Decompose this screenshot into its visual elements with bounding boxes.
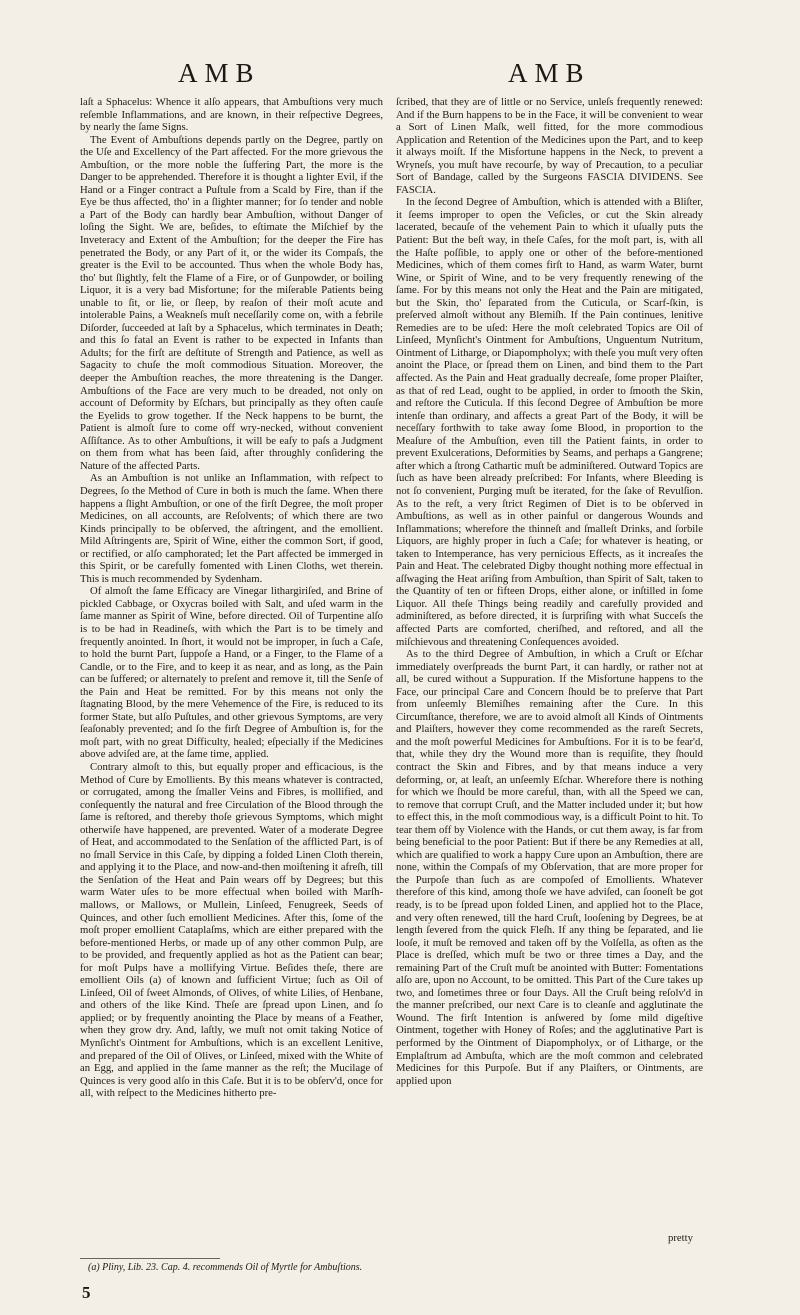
- paragraph: Of almoſt the ſame Efficacy are Vinegar lithargiriſed, and Brine of pickled Cabbage, or Oxycras boiled with Salt, and uſed warm in the ſame manner as Spirit of Wine, before directed. Oil of Turpentine alſo is to be had in Readineſs, with which the Part is to be timely and frequently anointed. In ſhort, it would not be improper, in ſuch a Caſe, to hold the burnt Part, ſuppoſe a Hand, or a Finger, to the Flame of a Candle, or to the Fire, and to keep it as near, and as long, as the Pain can be ſuffered; or alternately to preſent and remove it, till the Senſe of the Pain and Heat be remitted. For by this means not only the ſtagnating Blood, by the mere Vehemence of the Fire, is reduced to its former State, but alſo Puſtules, and other grievous Symptoms, are very ſeaſonably prevented; and ſo the firſt Degree of Ambuſtion is, for the moſt part, with no great Difficulty, healed; eſpecially if the Medicines above adviſed are, at the ſame time, applied.: [80, 585, 383, 761]
- running-head-right: AMB: [508, 58, 591, 88]
- paragraph: ſcribed, that they are of little or no Service, unleſs frequently renewed: And if the Burn happens to be in the Face, it will be convenient to wear a Sort of Linen Maſk, well fitted, for the more commodious Application and Retention of the Medicines upon the Part, and to keep it always moiſt. If the Misfortune happens in the Neck, to prevent a Wryneſs, you muſt have recourſe, by way of Precaution, to a peculiar Sort of Bandage, called by the Surgeons FASCIA DIVIDENS. See FASCIA.: [396, 96, 703, 196]
- running-head-left: AMB: [178, 58, 261, 88]
- paragraph: The Event of Ambuſtions depends partly on the Degree, partly on the Uſe and Excellency of the Part affected. For the more grievous the Ambuſtion, or the more noble the ſuffering Part, the more is the Danger to be apprehended. Therefore it is thought a lighter Evil, if the Hand or a Finger contract a Puſtule from a Scald by Fire, than if the Eye be thus affected, tho' in a ſlighter manner; for ſo tender and noble a Part of the Body can hardly bear Ambuſtion, without Danger of loſing the Sight. We are, beſides, to eſtimate the Miſchief by the Inveteracy and Extent of the Ambuſtion; for the deeper the Fire has penetrated the Body, or any Part of it, or the wider its Compaſs, the greater is the Evil to be accounted. Thus when the whole Body has, tho' but ſlightly, felt the Flame of a Fire, or of Gunpowder, or boiling Liquor, it is a very bad Misfortune; for the miſerable Patients being unable to ſit, or lie, or ſleep, by reaſon of their moſt acute and intolerable Pains, a Weakneſs muſt neceſſarily come on, with a febrile Diſorder, ſucceeded at laſt by a Sphacelus, which terminates in Death; and this ſo fatal an Event is rather to be expected in Infants than Adults; for the firſt are deſtitute of Strength and Patience, as well as Sagacity to chuſe the moſt commodious Situation. Moreover, the deeper the Ambuſtion reaches, the more threatening is the Danger. Ambuſtions of the Face are very much to be dreaded, not only on account of Deformity by Eſchars, but principally as they often cauſe the Eyelids to grow together. If the Neck happens to be burnt, the Patient is almoſt ſure to come off wry-necked, without convenient Aſſiſtance. As to other Ambuſtions, it will be eaſy to paſs a Judgment on them from what has been ſaid, after throughly conſidering the Nature of the affected Parts.: [80, 133, 383, 472]
- paragraph: Contrary almoſt to this, but equally proper and efficacious, is the Method of Cure by Emollients. By this means whatever is contracted, or corrugated, among the ſmaller Veins and Fibres, is mollified, and conſequently the natural and free Circulation of the Blood through the ſame is reſtored, and thereby thoſe grievous Symptoms, which might otherwiſe have happened, are prevented. Water of a moderate Degree of Heat, and accommodated to the Senſation of the afflicted Part, is of no ſmall Service in this Caſe, by dipping a folded Linen Cloth therein, and applying it to the Place, and now-and-then moiſtening it afreſh, till the Senſation of the Heat and Pain wears off by Degrees; but this warm Water uſes to be more effectual when boiled with Marſh-mallows, or Mallows, or Mullein, Linſeed, Fenugreek, Seeds of Quinces, and other ſuch emollient Medicines. After this, ſome of the moſt proper emollient Cataplaſms, which are either prepared with the before-mentioned Herbs, or made up of any other common Pulp, are to be provided, and frequently applied as hot as the Patient can bear; for moſt Pulps have a mollifying Virtue. Beſides theſe, there are emollient Oils (a) of known and ſufficient Virtue; ſuch as Oil of Linſeed, Oil of ſweet Almonds, of Olives, of white Lilies, of Henbane, and others of the like Kind. Theſe are ſpread upon Linen, and ſo applied; or by frequently anointing the Place by means of a Feather, when they grow dry. And, laſtly, we muſt not omit taking Notice of Mynſicht's Ointment for Ambuſtions, which is an excellent Lenitive, and prepared of the Oil of Olives, or Linſeed, mixed with the White of an Egg, and applied in the ſame manner as the reſt; the Mucilage of Quinces is very good alſo in this Caſe. But it is to be obſerv'd, once for all, with reſpect to the Medicines hitherto pre-: [80, 760, 383, 1100]
- footnote: (a) Pliny, Lib. 23. Cap. 4. recommends Oil of Myrtle for Ambuſtions.: [88, 1262, 363, 1273]
- paragraph: laſt a Sphacelus: Whence it alſo appears, that Ambuſtions very much reſemble Inflammations, and are known, in their reſpective Degrees, by nearly the ſame Signs.: [80, 96, 383, 134]
- right-column: [396, 96, 703, 1087]
- running-head: [0, 58, 800, 98]
- paragraph: In the ſecond Degree of Ambuſtion, which is attended with a Bliſter, it ſeems improper to open the Veſicles, or cut the Skin already lacerated, becauſe of the vehement Pain to which it uſually puts the Patient: But the beſt way, in theſe Caſes, for the moſt part, is, with all the Haſte poſſible, to apply one or other of the before-mentioned Medicines, which of them comes firſt to Hand, as warm Water, burnt Wine, or Spirit of Wine, and to be very frequently renewing of the ſame. For by this means not only the Heat and the Pain are mitigated, but the Skin, tho' ſeparated from the Cuticula, or Scarf-ſkin, is preſerved almoſt without any Blemiſh. If the Pain continues, lenitive Remedies are to be uſed: Here the moſt celebrated Topics are Oil of Linſeed, Mynſicht's Ointment for Ambuſtions, Unguentum Nutritum, Ointment of Litharge, or Diapompholyx; with theſe you muſt very often anoint the Place, or ſpread them on Linen, and bind them to the Part affected. As the Pain and Heat gradually decreaſe, ſome proper Plaiſter, as that of red Lead, ought to be applied, in order to ſmooth the Skin, and reſtore the Cuticula. If this ſecond Degree of Ambuſtion be more intenſe than ordinary, and affects a great Part of the Body, it will be neceſſary forthwith to take away ſome Blood, in proportion to the Meaſure of the Ambuſtion, even till the Patient faints, in order to prevent Exulcerations, Deformities by Seams, and perhaps a Gangrene; after which a ſtrong Cathartic muſt be adminiſtered. Outward Topics are ſuch as have been already preſcribed: For Infants, where Bleeding is not ſo convenient, Purging muſt be iterated, for the ſake of Revulſion. As to the reſt, a very ſtrict Regimen of Diet is to be obſerved in Ambuſtions, as well as in other painful or dangerous Wounds and Inflammations; wherefore the thinneſt and ſmalleſt Drinks, and ſorbile Liquors, are highly proper in ſuch a Caſe; for whatever is heating, or taken to Intemperance, has very pernicious Effects, as it increaſes the Pain and Heat. The celebrated Digby thought nothing more effectual in aſſwaging the Heat ariſing from Ambuſtion, than Spirit of Salt, taken to the Quantity of ten or fifteen Drops, either alone, or inſtilled in ſome Liquor. All theſe Things being readily and carefully provided and adminiſtered, as before directed, it is ſurpriſing with what Succeſs the affected Parts are comforted, cheriſhed, and reſtored, and all the miſchievous and threatening Conſequences avoided.: [396, 196, 704, 648]
- catchword: pretty: [668, 1232, 693, 1244]
- paragraph: As to the third Degree of Ambuſtion, in which a Cruſt or Eſchar immediately overſpreads the burnt Part, it can hardly, or rather not at all, be cured without a Suppuration. If the Misfortune happens to the Face, our principal Care and Concern ſhould be to preſerve that Part from unſeemly Blemiſhes remaining after the Cure. In this Circumſtance, therefore, we are to avoid almoſt all Kinds of Ointments and Plaiſters, however they come recommended as the rareſt Secrets, and the moſt powerful Medicines for Ambuſtions. For it is to be fear'd, that, while they dry the Wound more than is requiſite, they ſhould contract the Skin and Fibres, and by that means induce a very deforming, or, at leaſt, an unſeemly Eſchar. Wherefore there is nothing for which we ſhould be more careful, than, with all the Speed we can, to remove that corrupt Cruſt, and the Matter included under it; but how to effect this, in the moſt commodious way, is a difficult Point to hit. To tear them off by Violence with the Hands, or cut them away, is far from being beneficial to the poor Patient: But if there be any Remedies at all, which are qualified to work a happy Cure upon an Ambuſtion, there are none, within the Compaſs of my Obſervation, that are more proper for the Purpoſe than ſuch as are compoſed of Emollients. Whatever therefore of this kind, among thoſe we have adviſed, can ſooneſt be got ready, is to be ſpread upon folded Linen, and applied hot to the Place, and very often renewed, till the hard Cruſt, looſening by Degrees, be at length ſevered from the quick Fleſh. If any thing be ſeparated, and lie looſe, it muſt be removed and taken off by the Volſella, as often as the Place is dreſſed, which muſt be two or three times a Day, and the remaining Part of the Cruſt muſt be anointed with Butter: Fomentations alſo are, upon no Account, to be omitted. This Part of the Cure takes up two, and ſometimes three or four Days. All the Cruſt being reſolv'd in the manner preſcribed, our next Care is to cleanſe and agglutinate the Wound. The firſt Intention is anſwered by ſome mild digeſtive Ointment, together with Honey of Roſes; and the agglutinative Part is performed by the Ointment of Diapompholyx, or of Litharge, or the Emplaſtrum ad Ambuſta, which are the moſt common and celebrated Medicines for this Purpoſe. But if any Plaiſters, or Ointments, are applied upon: [396, 648, 703, 1087]
- footnote-divider: [80, 1258, 220, 1259]
- paragraph: As an Ambuſtion is not unlike an Inflammation, with reſpect to Degrees, ſo the Method of Cure in both is much the ſame. When there happens a ſlight Ambuſtion, or one of the firſt Degree, the moſt proper Medicines, on all accounts, are Reſolvents; of which there are two Kinds principally to be obſerved, the aſtringent, and the emollient. Mild Aſtringents are, Spirit of Wine, either the common Sort, if good, or rectified, or alſo camphorated; let the Part affected be immerged in this Spirit, or be carefully fomented with Linen Cloths, wet therein. This is much recommended by Sydenham.: [80, 472, 383, 585]
- left-column: [80, 96, 383, 1100]
- signature-mark: 5: [82, 1283, 91, 1302]
